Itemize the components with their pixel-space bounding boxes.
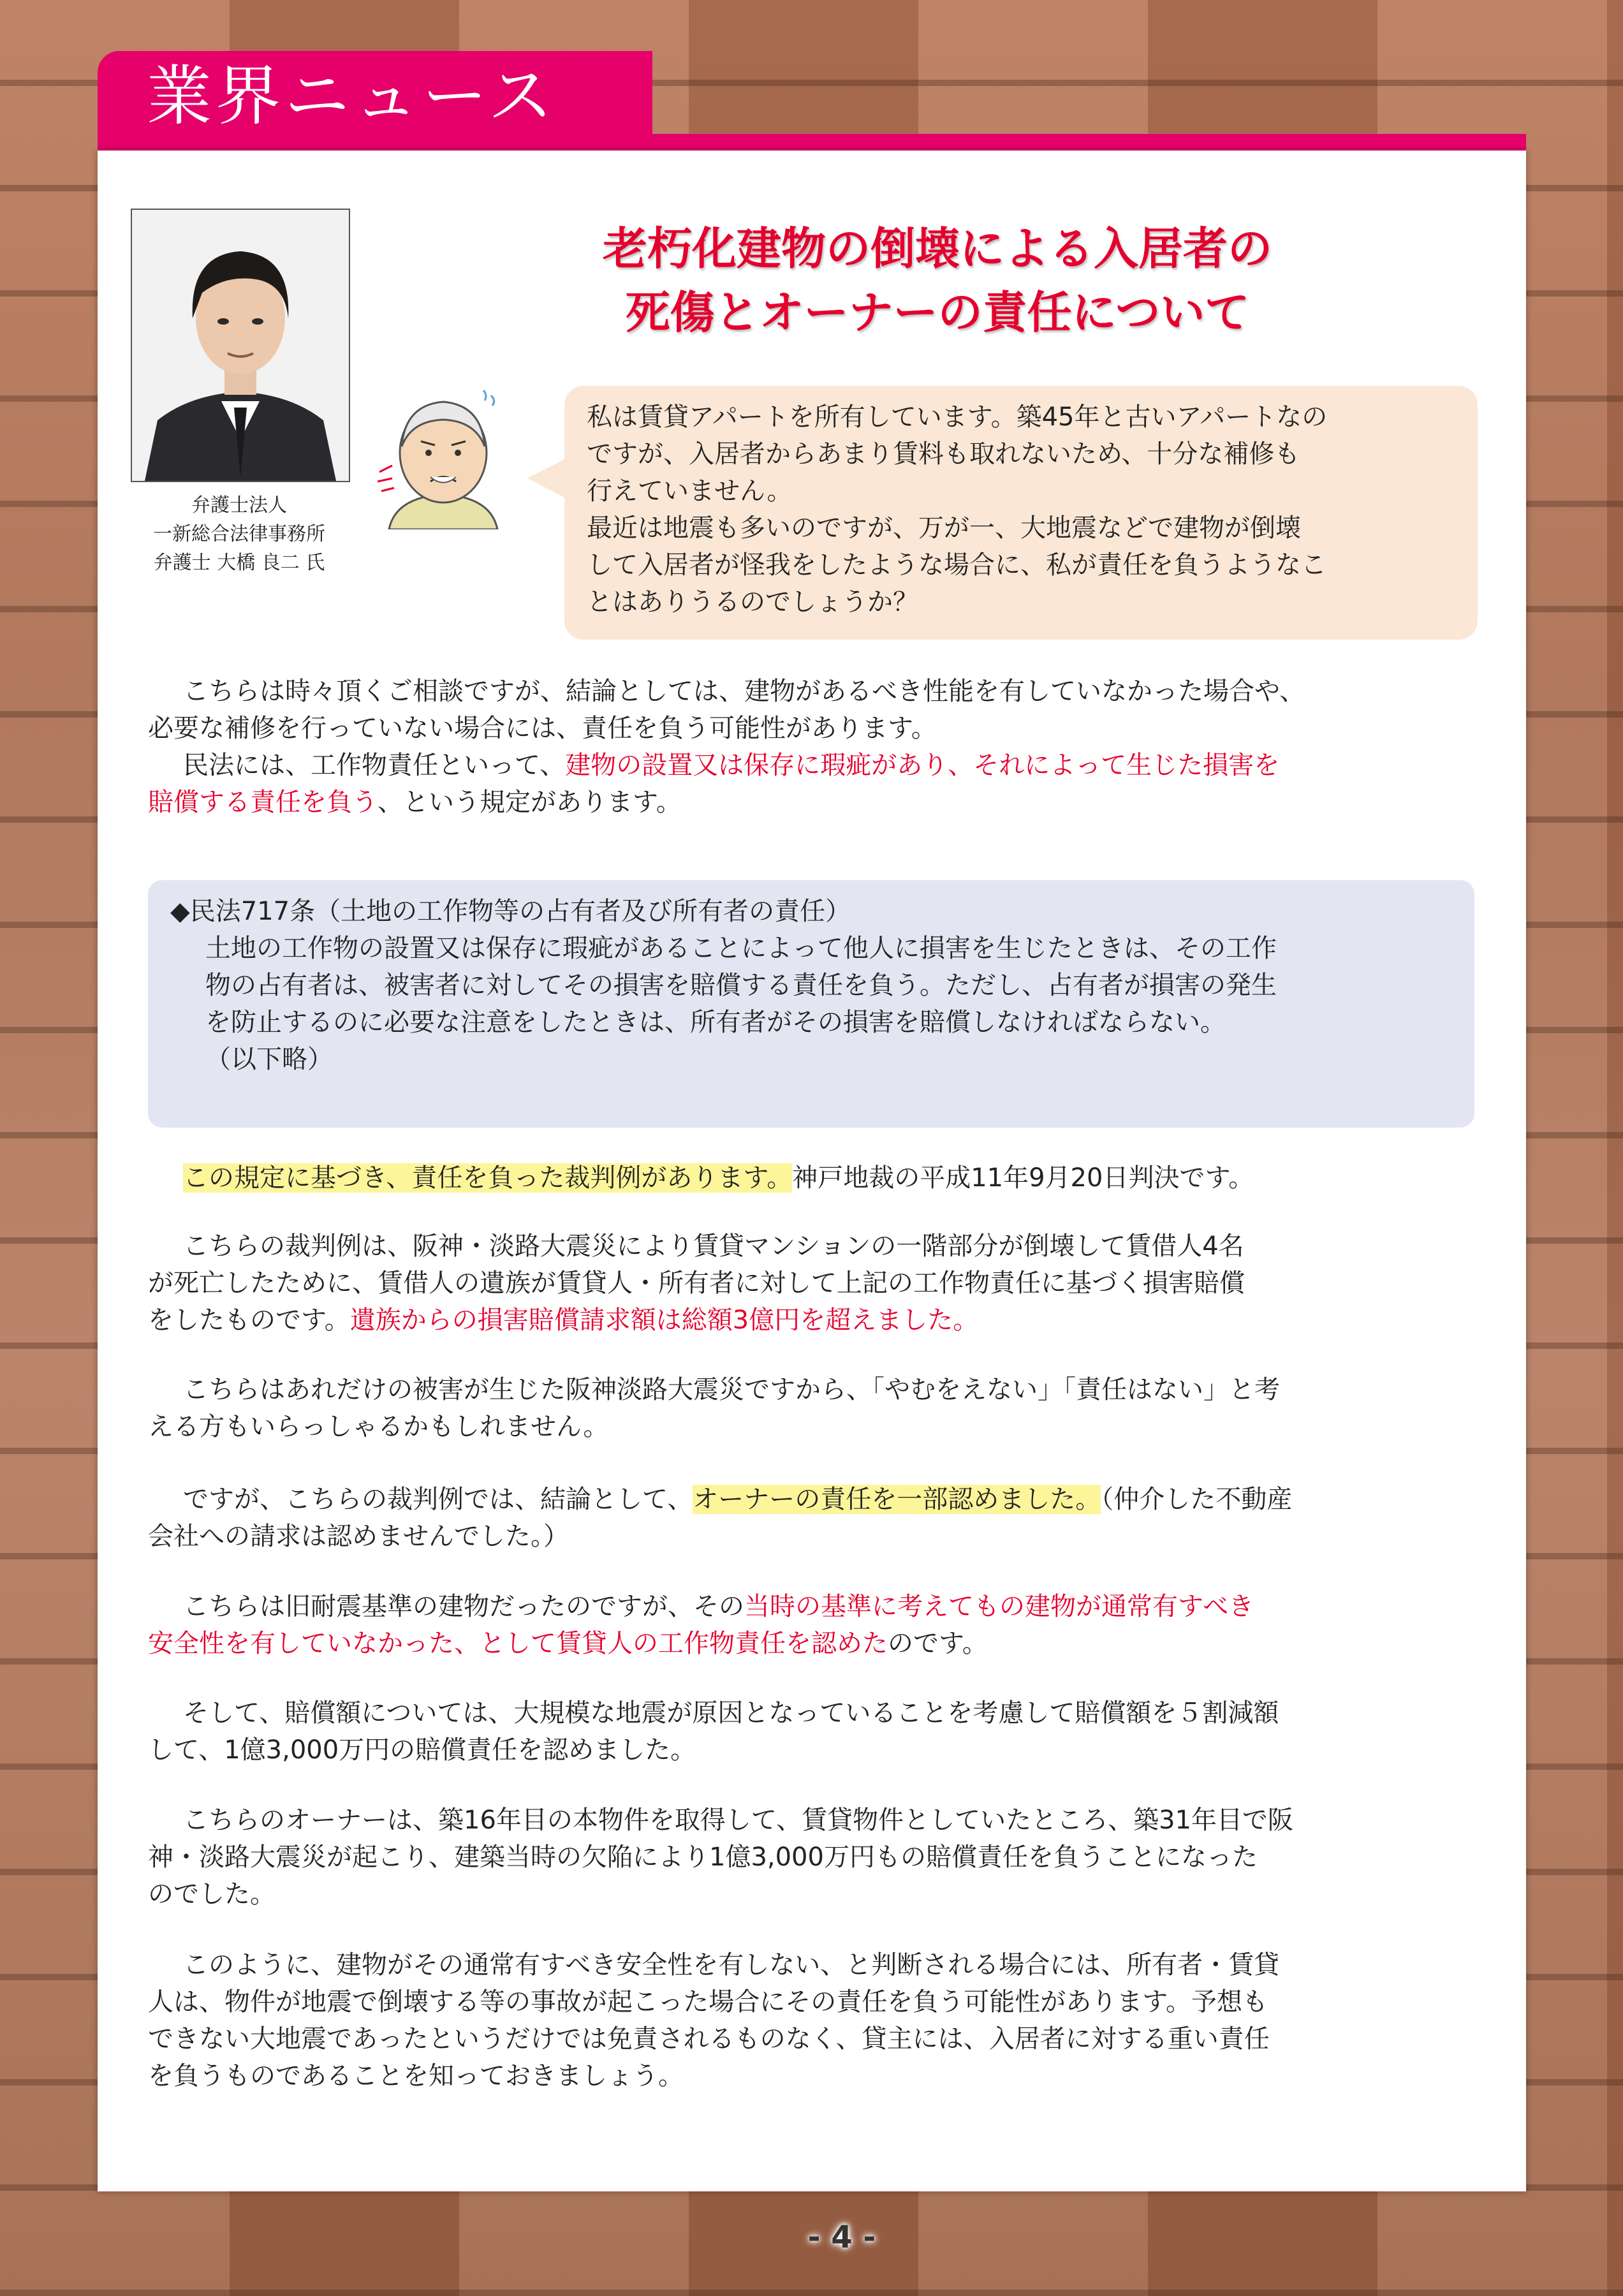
text-line: こちらはあれだけの被害が生じた阪神淡路大震災ですから、「やむをえない」「責任はない」と考 [183,1375,1280,1404]
text-line: える方もいらっしゃるかもしれません。 [148,1412,609,1441]
law-line: 土地の工作物の設置又は保存に瑕疵があることによって他人に損害を生じたときは、その工作 [205,934,1277,963]
question-line: して入居者が怪我をしたような場合に、私が責任を負うようなこ [587,550,1326,580]
text-line: を負うものであることを知っておきましょう。 [148,2061,684,2091]
text-span: のです。 [888,1629,988,1658]
emphasis-red: 建物の設置又は保存に瑕疵があり、それによって生じた損害を [565,751,1280,780]
author-photo [131,209,350,482]
text-line [148,1481,1481,1518]
text-span: 神戸地裁の平成11年9月20日判決です。 [792,1163,1254,1193]
text-line [148,784,1481,821]
question-line: ですが、入居者からあまり賃料も取れないため、十分な補修も [587,439,1300,469]
text-line: こちらの裁判例は、阪神・淡路大震災により賃貸マンションの一階部分が倒壊して賃借人4名 [183,1232,1244,1261]
question-line: 私は賃貸アパートを所有しています。築45年と古いアパートなの [587,402,1328,432]
section-title: 業界ニュース [147,59,557,135]
text-line: 人は、物件が地震で倒壊する等の事故が起こった場合にその責任を負う可能性があります。予想も [148,1987,1268,2017]
question-bubble [564,386,1478,640]
text-span: 民法には、工作物責任といって、 [183,751,566,780]
answer-paragraph-1 [148,673,1481,821]
question-line: とはありうるのでしょうか？ [587,587,918,617]
law-line: を防止するのに必要な注意をしたときは、所有者がその損害を賠償しなければならない。 [205,1008,1226,1037]
highlight: オーナーの責任を一部認めました。 [693,1485,1101,1514]
text-span: （仲介した不動産 [1101,1485,1293,1514]
text-line [148,747,1481,784]
text-line: 会社への請求は認めませんでした。） [148,1522,569,1551]
text-line: のでした。 [148,1880,275,1909]
page-number: - 4 - [807,2219,876,2255]
owner-paragraph [148,1802,1481,1913]
article-title-line: 死傷とオーナーの責任について [625,286,1250,339]
text-span: ですが、こちらの裁判例では、結論として、 [183,1485,693,1514]
law-line: 物の占有者は、被害者に対してその損害を賠償する責任を負う。ただし、占有者が損害の発生 [205,971,1277,1000]
earthquake-paragraph [148,1371,1481,1445]
text-line [148,1625,1481,1662]
text-span: をしたものです。 [148,1306,350,1335]
law-line: （以下略） [205,1045,333,1074]
author-name: 弁護士 大橋 良二 氏 [153,552,325,574]
civil-code-box [148,880,1474,1128]
case-intro [148,1159,1481,1196]
text-line [148,1588,1481,1625]
article-title [421,217,1454,344]
text-line [148,1159,1481,1196]
text-span: こちらは旧耐震基準の建物だったのですが、その [183,1592,744,1621]
emphasis-red: 安全性を有していなかった、として賃貸人の工作物責任を認めた [148,1629,888,1658]
text-line: このように、建物がその通常有すべき安全性を有しない、と判断される場合には、所有者・賃貸 [183,1950,1280,1980]
text-line: こちらのオーナーは、築16年目の本物件を取得して、賃貸物件としていたところ、築31年目で阪 [183,1806,1293,1835]
text-line: できない大地震であったというだけでは免責されるものなく、貸主には、入居者に対する重い責任 [148,2024,1270,2054]
text-span: 、という規定があります。 [378,788,682,817]
text-line: が死亡したために、賃借人の遺族が賃貸人・所有者に対して上記の工作物責任に基づく損害賠償 [148,1269,1245,1298]
case-paragraph [148,1228,1481,1339]
highlight: この規定に基づき、責任を負った裁判例があります。 [183,1163,793,1193]
emphasis-red: 遺族からの損害賠償請求額は総額3億円を超えました。 [349,1306,979,1335]
conclusion-paragraph [148,1946,1481,2094]
question-line: 最近は地震も多いのですが、万が一、大地震などで建物が倒壊 [587,513,1301,543]
text-line: して、1億3,000万円の賠償責任を認めました。 [148,1735,696,1765]
question-text [587,399,1455,621]
author-caption [112,491,367,577]
standard-paragraph [148,1588,1481,1662]
ruling-paragraph [148,1481,1481,1555]
article-title-line: 老朽化建物の倒壊による入居者の [603,223,1272,275]
text-line: 神・淡路大震災が起こり、建築当時の欠陥により1億3,000万円もの賠償責任を負うことになった [148,1843,1258,1872]
emphasis-red: 当時の基準に考えてもの建物が通常有すべき [744,1592,1254,1621]
damages-paragraph [148,1695,1481,1769]
law-title: ◆民法717条（土地の工作物等の占有者及び所有者の責任） [170,897,851,926]
author-org-type: 弁護士法人 [191,494,287,517]
text-line: 必要な補修を行っていない場合には、責任を負う可能性があります。 [148,714,937,743]
question-line: 行えていません。 [587,476,793,506]
text-line [148,1302,1481,1339]
text-line: こちらは時々頂くご相談ですが、結論としては、建物があるべき性能を有していなかった場合や、 [183,677,1305,706]
author-firm: 一新総合法律事務所 [153,523,325,545]
text-line: そして、賠償額については、大規模な地震が原因となっていることを考慮して賠償額を５割減額 [183,1698,1279,1728]
emphasis-red: 賠償する責任を負う [148,788,378,817]
worried-old-man-illustration [370,376,517,529]
